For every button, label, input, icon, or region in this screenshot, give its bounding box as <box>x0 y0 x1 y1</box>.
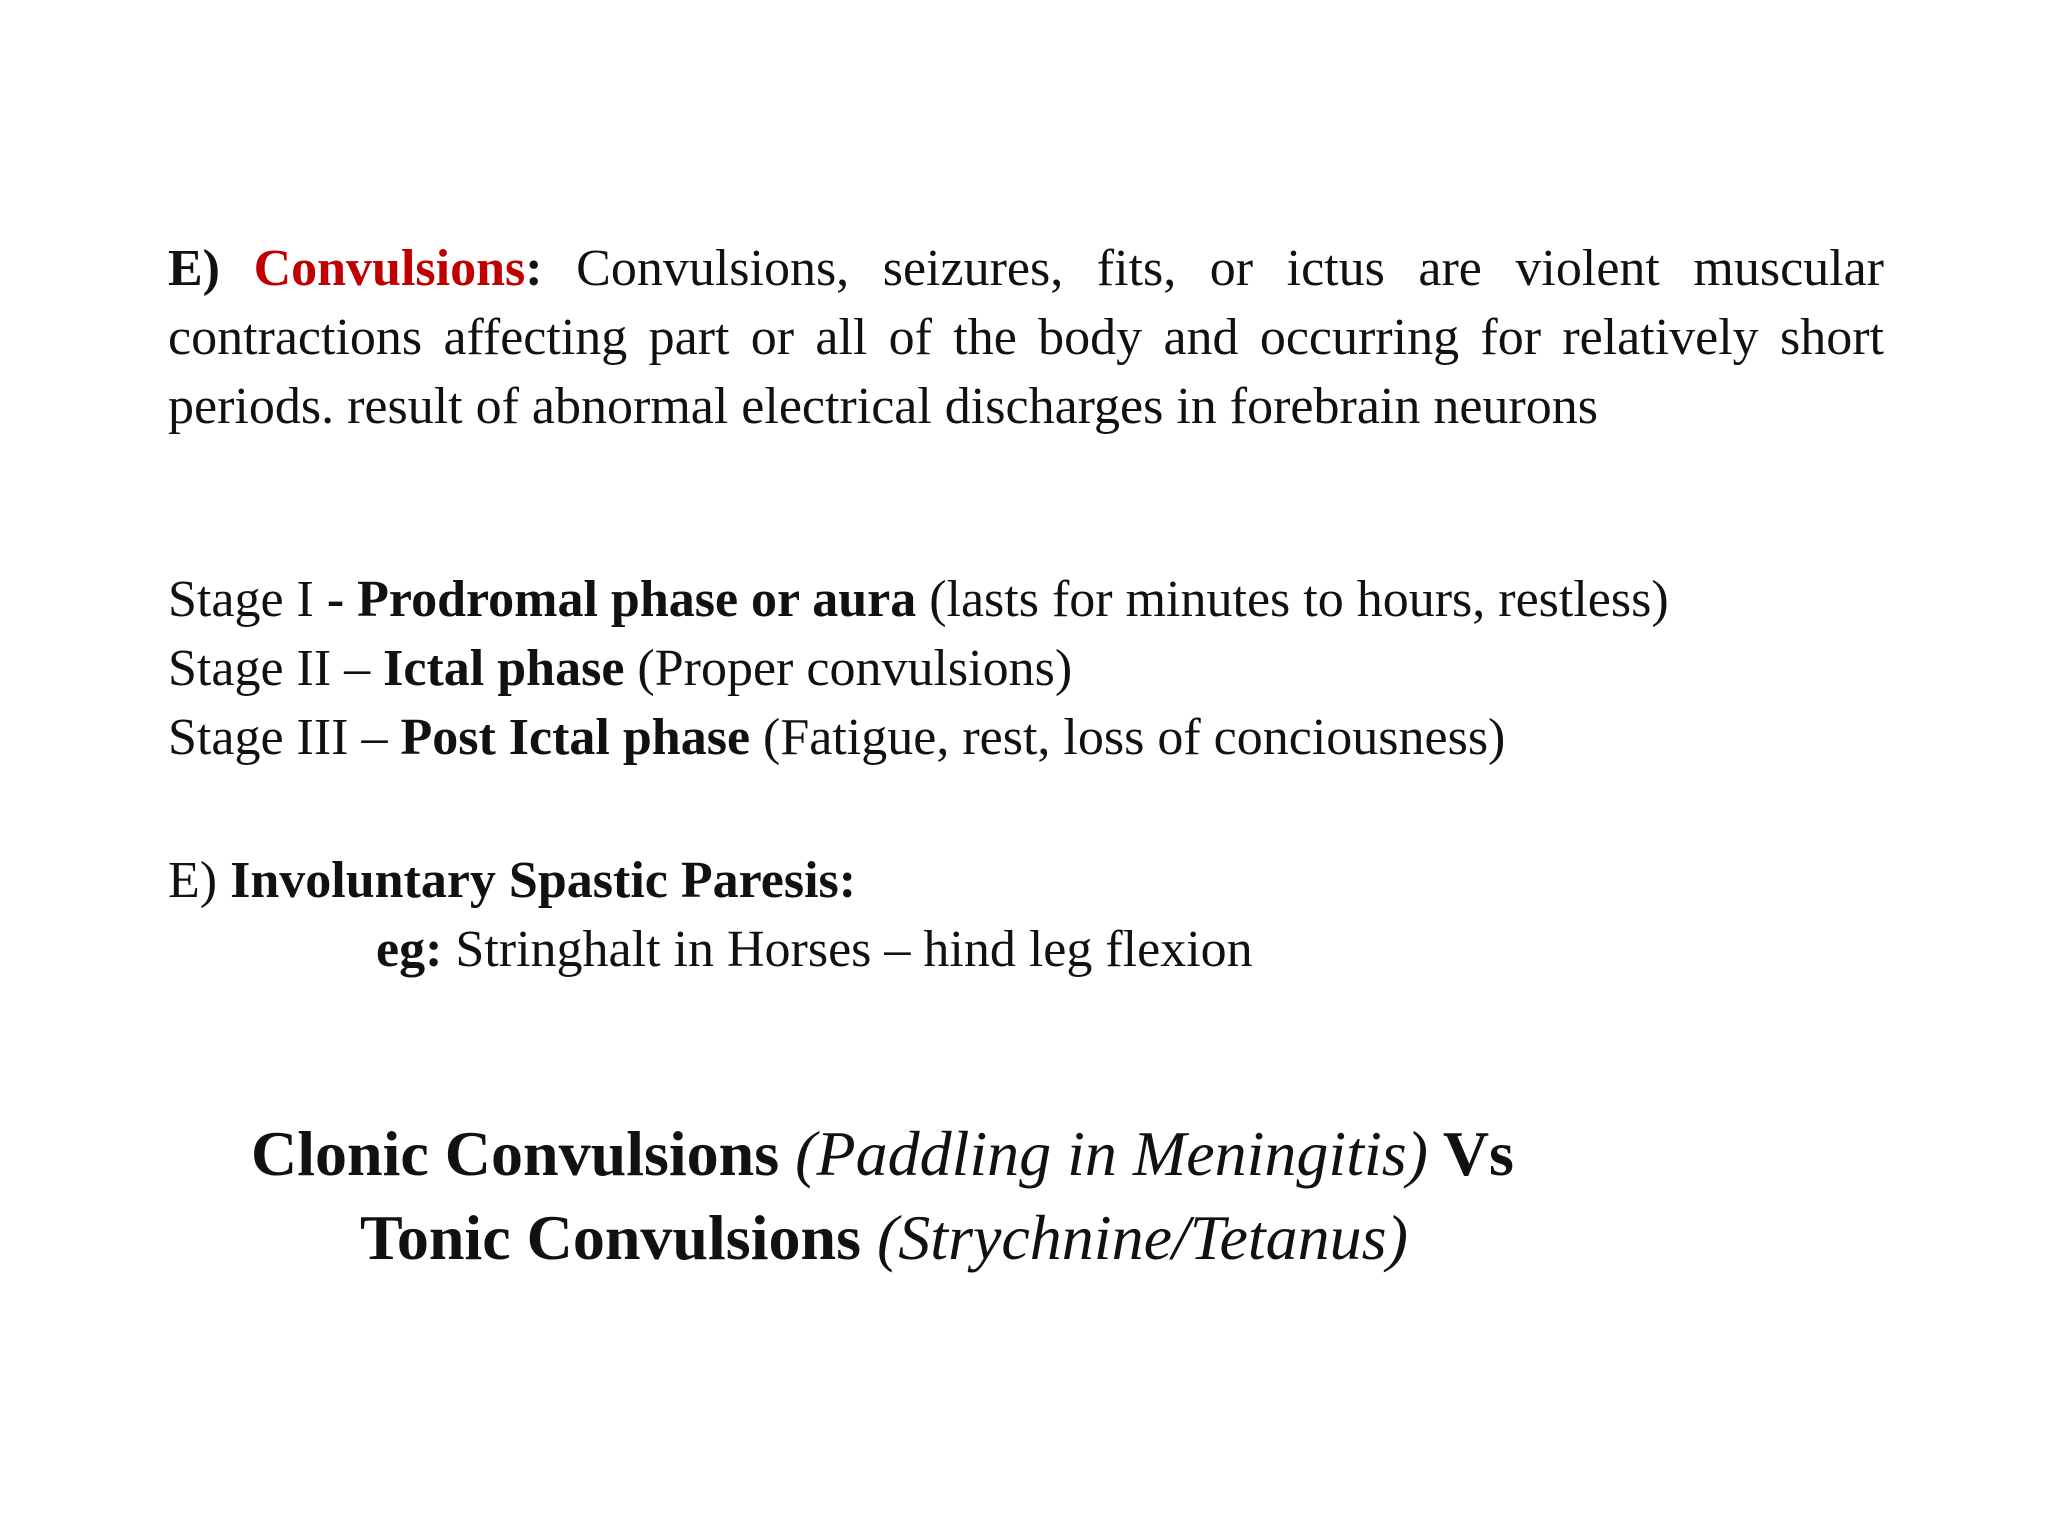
convulsion-comparison <box>0 1112 1840 1280</box>
stage-2-desc: (Proper convulsions) <box>624 640 1073 697</box>
stage-1-sep: - <box>326 571 358 628</box>
clonic-label: Clonic Convulsions <box>251 1118 796 1189</box>
clonic-example: (Paddling in Meningitis) <box>795 1118 1428 1189</box>
stage-3-label: Stage III – <box>168 709 401 766</box>
stage-1-label: Stage I <box>168 571 327 628</box>
intro-prefix: E) <box>168 240 254 297</box>
convulsions-definition <box>168 234 1884 441</box>
paresis-example <box>168 915 1868 984</box>
stage-3 <box>168 703 1948 772</box>
paresis-heading <box>168 846 1868 915</box>
intro-colon: : <box>525 240 543 297</box>
stage-2-label: Stage II – <box>168 640 384 697</box>
tonic-example: (Strychnine/Tetanus) <box>876 1202 1408 1273</box>
intro-term: Convulsions <box>253 240 526 297</box>
stages-list <box>168 565 1948 772</box>
stage-2-phase: Ictal phase <box>383 640 625 697</box>
stage-3-desc: (Fatigue, rest, loss of conciousness) <box>750 709 1506 766</box>
paresis-section <box>168 846 1868 984</box>
intro-text: Convulsions, seizures, fits, or ictus are violent muscular contractions affecting part or all of the body and occurring for relatively short periods. result of abnormal electrical discharges in forebrain neurons <box>168 240 1885 435</box>
vs-label: Vs <box>1427 1118 1514 1189</box>
tonic-label: Tonic Convulsions <box>360 1202 877 1273</box>
stage-2 <box>168 634 1948 703</box>
paresis-prefix: E) <box>168 852 231 909</box>
stage-3-phase: Post Ictal phase <box>400 709 751 766</box>
paresis-eg-text: Stringhalt in Horses – hind leg flexion <box>442 921 1253 978</box>
comparison-line-1 <box>0 1112 1840 1196</box>
stage-1-phase: Prodromal phase or aura <box>357 571 917 628</box>
paresis-eg-label: eg: <box>376 921 443 978</box>
comparison-line-2 <box>0 1196 1840 1280</box>
stage-1-desc: (lasts for minutes to hours, restless) <box>916 571 1669 628</box>
stage-1 <box>168 565 1948 634</box>
paresis-title: Involuntary Spastic Paresis: <box>230 852 857 909</box>
